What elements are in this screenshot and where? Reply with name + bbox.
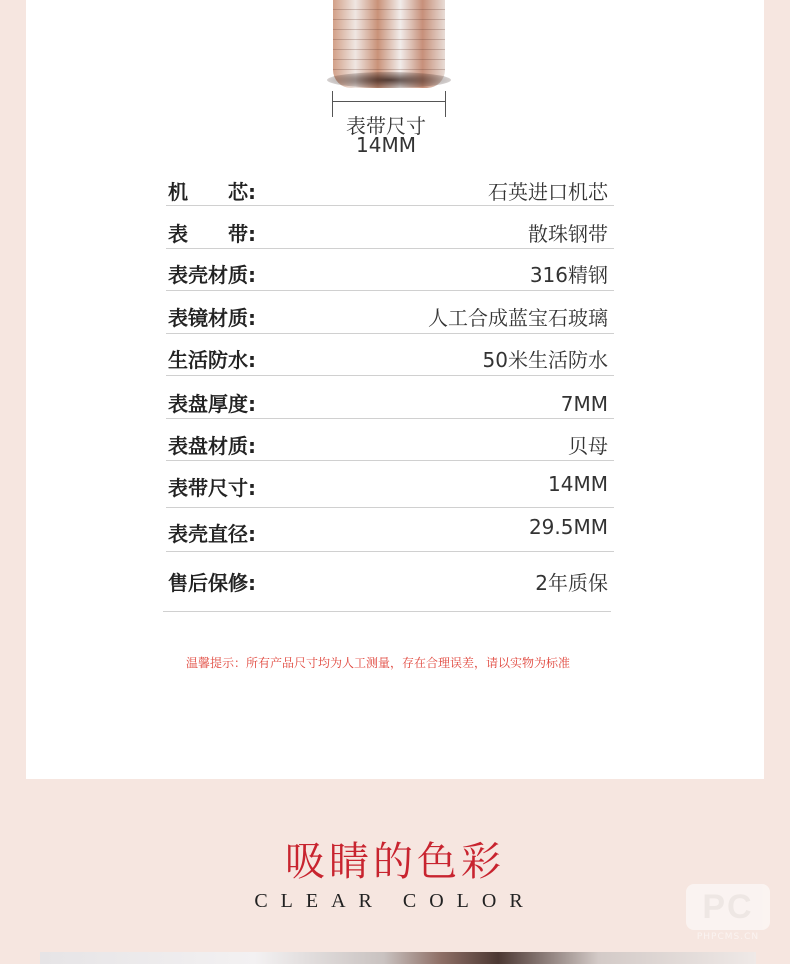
spec-key: 表镜材质: (168, 306, 256, 330)
spec-key: 表盘材质: (168, 434, 256, 458)
spec-value: 石英进口机芯 (488, 180, 608, 204)
spec-key: 生活防水: (168, 348, 256, 372)
watermark-logo: PC (686, 884, 770, 930)
spec-row-dial-thickness (166, 388, 614, 419)
spec-row-dial-material (166, 430, 614, 461)
spec-value: 14MM (548, 472, 608, 496)
spec-value: 316精钢 (529, 263, 608, 287)
section-title: 吸睛的色彩 (285, 839, 505, 885)
measurement-note: 温馨提示：所有产品尺寸均为人工测量，存在合理误差，请以实物为标准 (186, 656, 571, 670)
spec-key: 表壳材质: (168, 263, 256, 287)
band-shadow (327, 72, 451, 88)
spec-row-water-resistance (166, 344, 614, 376)
spec-row-glass (166, 302, 614, 334)
watermark-text: PHPCMS.CN (696, 932, 760, 942)
band-size-label: 表带尺寸 (346, 114, 426, 138)
spec-key: 售后保修: (168, 571, 256, 595)
spec-value: 29.5MM (528, 515, 608, 539)
band-size-value: 14MM (356, 133, 416, 157)
watch-band-image (333, 0, 445, 88)
spec-value: 人工合成蓝宝石玻璃 (428, 306, 608, 330)
spec-value: 2年质保 (535, 571, 608, 595)
spec-key: 表壳直径: (168, 522, 256, 546)
dimension-line (332, 101, 446, 102)
site-watermark (686, 884, 770, 942)
spec-value: 散珠钢带 (528, 222, 608, 246)
spec-row-strap (166, 218, 614, 249)
product-photo-top-edge (40, 952, 756, 964)
spec-value: 50米生活防水 (482, 348, 608, 372)
spec-value: 贝母 (568, 434, 608, 458)
section-subtitle: CLEAR COLOR (254, 890, 536, 912)
spec-row-warranty (163, 567, 611, 612)
spec-key: 表盘厚度: (168, 392, 256, 416)
band-links (333, 0, 445, 72)
spec-row-case-diameter (166, 517, 614, 552)
spec-row-band-size (166, 472, 614, 508)
spec-value: 7MM (560, 392, 608, 416)
spec-key: 机 芯: (168, 180, 256, 204)
spec-row-movement (166, 176, 614, 206)
spec-key: 表 带: (168, 222, 256, 246)
spec-key: 表带尺寸: (168, 476, 256, 500)
spec-row-case-material (166, 259, 614, 291)
